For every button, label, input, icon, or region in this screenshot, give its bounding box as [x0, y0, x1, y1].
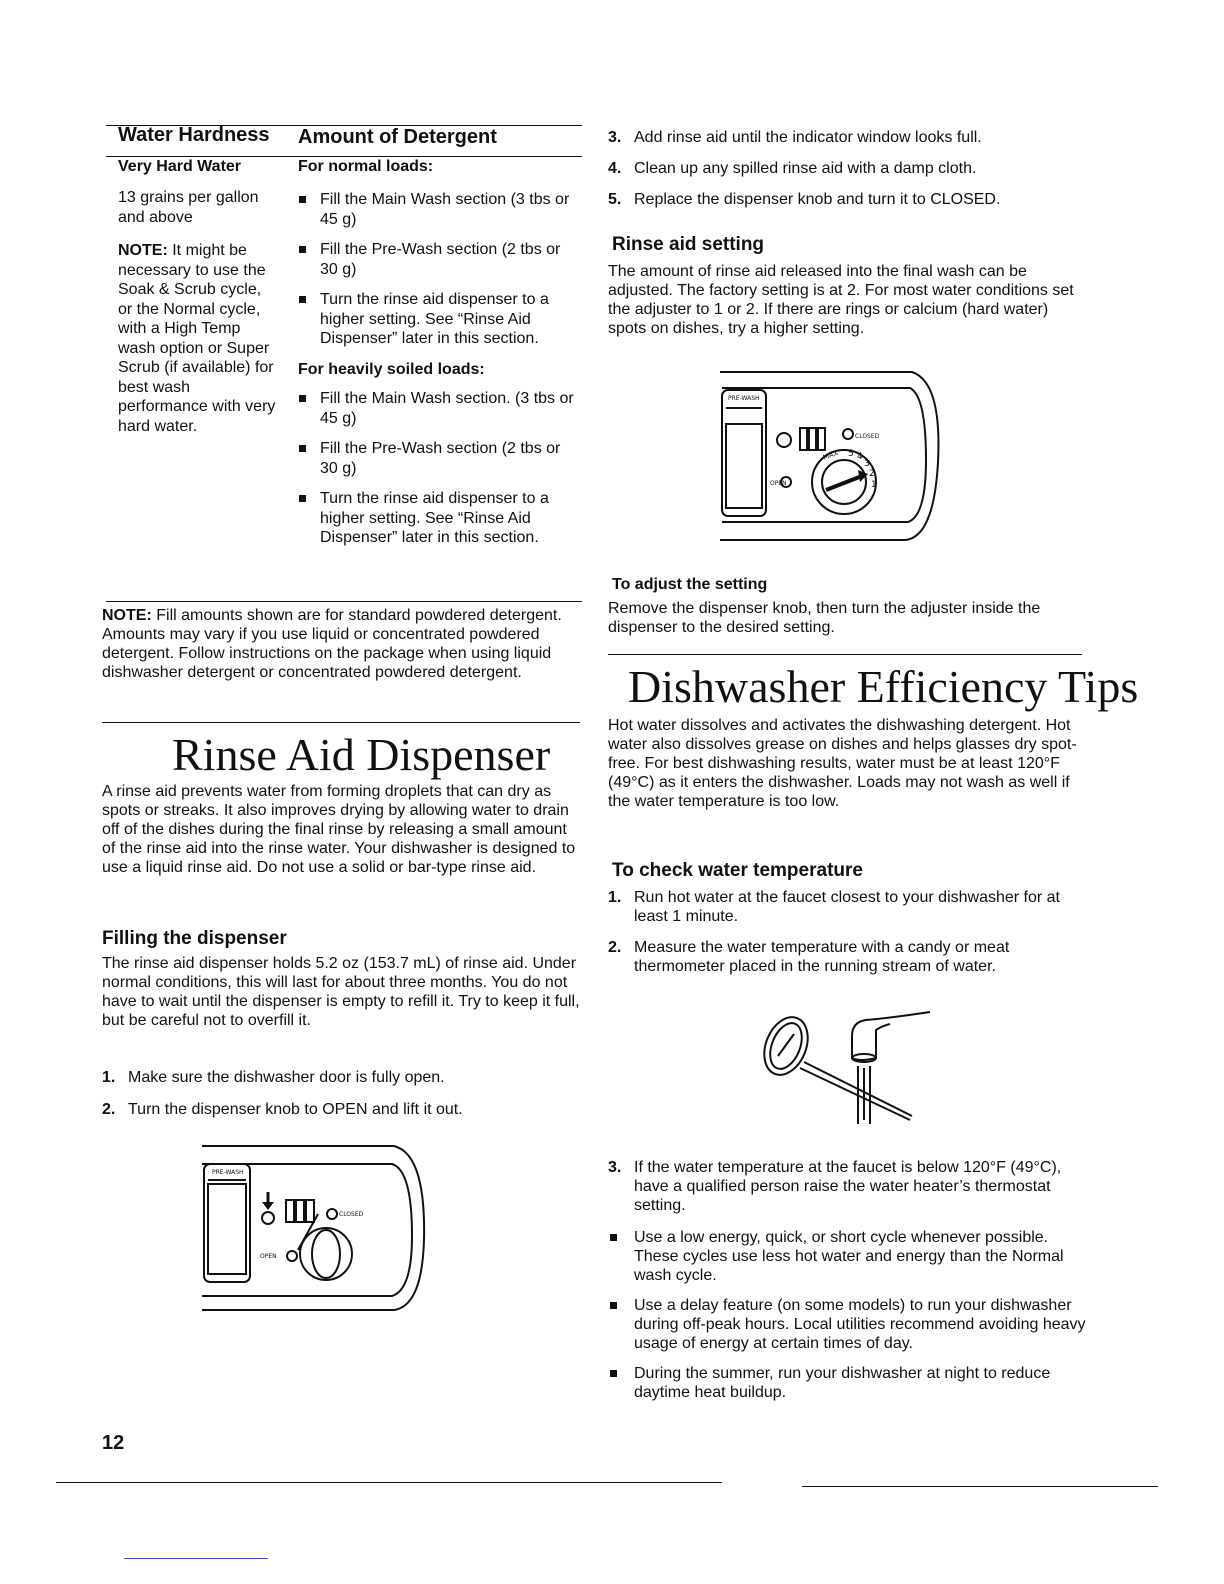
amount-of-detergent-header: Amount of Detergent: [298, 126, 497, 148]
footer-rule: [802, 1486, 1158, 1487]
heavy-loads-label: For heavily soiled loads:: [298, 360, 485, 378]
list-item: During the summer, run your dishwasher at night to reduce daytime heat buildup.: [608, 1364, 1088, 1402]
closed-label: CLOSED: [339, 1211, 364, 1218]
closed-label: CLOSED: [855, 433, 880, 440]
list-item: 2. Turn the dispenser knob to OPEN and lift it out.: [102, 1101, 463, 1118]
detergent-note-label: NOTE:: [102, 607, 152, 624]
dial-number: 3: [864, 459, 870, 469]
efficiency-tips-list: [608, 1228, 1088, 1402]
check-temp-step-3: [608, 1158, 1088, 1215]
list-item: 2. Measure the water temperature with a candy or meat thermometer placed in the running stream of water.: [608, 939, 1010, 975]
water-hardness-header: Water Hardness: [118, 124, 270, 146]
filling-steps: [102, 1068, 580, 1119]
section-divider: [608, 654, 1082, 655]
detergent-note-text: Fill amounts shown are for standard powdered detergent. Amounts may vary if you use liquid or concentrated powdered detergent. Follow instructions on the package when using liquid dishwasher detergent or concentrated powdered detergent.: [102, 607, 562, 681]
prewash-label: PRE-WASH: [212, 1169, 244, 1176]
detergent-note: [102, 606, 580, 682]
filling-text: The rinse aid dispenser holds 5.2 oz (153.7 mL) of rinse aid. Under normal conditions, this will last for about three months. You do not have to wait until the dispenser is empty to refill it. Try to keep it full, but be careful not to overfill it.: [102, 955, 580, 1029]
check-temp-steps: [608, 888, 1088, 976]
list-item: Use a delay feature (on some models) to run your dishwasher during off-peak hours. Local utilities recommend avoiding heavy usage of energy at certain times of day.: [608, 1296, 1088, 1353]
table-bottom-rule: [106, 601, 582, 602]
table-header-rule: [106, 156, 582, 157]
hardness-cell: [118, 188, 278, 436]
page-number: 12: [102, 1432, 125, 1454]
list-item: Fill the Main Wash section (3 tbs or 45 g): [298, 190, 580, 229]
refill-steps: [608, 128, 1088, 209]
list-item: Fill the Pre-Wash section (2 tbs or 30 g): [298, 439, 580, 478]
footer-accent-rule: [124, 1558, 268, 1559]
rinse-setting-text: The amount of rinse aid released into the final wash can be adjusted. The factory setting is at 2. For most water conditions set the adjuster to 1 or 2. If there are rings or calcium (hard water) spots on dishes, try a higher setting.: [608, 263, 1074, 337]
hardness-note-label: NOTE:: [118, 242, 168, 259]
dispenser-adjuster-diagram: [716, 366, 944, 544]
detergent-cell: [298, 190, 580, 559]
list-item: Fill the Pre-Wash section (2 tbs or 30 g): [298, 240, 580, 279]
list-item: 1. Run hot water at the faucet closest to your dishwasher for at least 1 minute.: [608, 889, 1060, 925]
efficiency-intro: Hot water dissolves and activates the dishwashing detergent. Hot water also dissolves grease on dishes and helps glasses dry spot-free. For best dishwashing results, water must be at least 120°F (49°C) as it enters the dishwasher. Loads may not wash as well if the water temperature is too low.: [608, 717, 1077, 810]
dial-number: 2: [869, 469, 875, 479]
section-divider: [102, 722, 580, 723]
open-label: OPEN: [770, 480, 787, 487]
grains-text: 13 grains per gallon and above: [118, 189, 259, 226]
normal-loads-list: [298, 190, 580, 349]
dispenser-open-diagram: [198, 1140, 434, 1316]
prewash-label: PRE-WASH: [728, 395, 760, 402]
heavy-loads-list: [298, 389, 580, 548]
adjust-heading: To adjust the setting: [612, 576, 768, 593]
check-temp-heading: To check water temperature: [612, 860, 863, 881]
filling-heading: Filling the dispenser: [102, 928, 287, 949]
list-item: Fill the Main Wash section. (3 tbs or 45 g): [298, 389, 580, 428]
normal-loads-label: For normal loads:: [298, 158, 434, 175]
footer-rule: [56, 1482, 722, 1483]
adjust-text: Remove the dispenser knob, then turn the adjuster inside the dispenser to the desired setting.: [608, 600, 1041, 636]
list-item: Turn the rinse aid dispenser to a higher setting. See “Rinse Aid Dispenser” later in this section.: [298, 290, 580, 349]
efficiency-title: Dishwasher Efficiency Tips: [628, 661, 1139, 712]
list-item: 5. Replace the dispenser knob and turn it to CLOSED.: [608, 191, 1001, 208]
list-item: 1. Make sure the dishwasher door is fully open.: [102, 1069, 445, 1086]
hardness-note-text: It might be necessary to use the Soak & Scrub cycle, or the Normal cycle, with a High Temp wash option or Super Scrub (if available) for best wash performance with very hard water.: [118, 242, 276, 435]
faucet-thermometer-illustration: [750, 996, 950, 1128]
list-item: Use a low energy, quick, or short cycle whenever possible. These cycles use less hot water and energy than the Normal wash cycle.: [608, 1228, 1088, 1285]
list-item: 3. If the water temperature at the faucet is below 120°F (49°C), have a qualified person raise the water heater’s thermostat setting.: [608, 1159, 1062, 1214]
list-item: Turn the rinse aid dispenser to a higher setting. See “Rinse Aid Dispenser” later in this section.: [298, 489, 580, 548]
rinse-setting-heading: Rinse aid setting: [612, 234, 765, 255]
list-item: 4. Clean up any spilled rinse aid with a damp cloth.: [608, 160, 977, 177]
open-label: OPEN: [260, 1253, 277, 1260]
hardness-note: [118, 241, 278, 436]
dial-number: 5: [848, 449, 854, 459]
list-item: 3. Add rinse aid until the indicator window looks full.: [608, 129, 982, 146]
rinse-aid-title: Rinse Aid Dispenser: [172, 729, 551, 780]
dial-number: 1: [871, 480, 877, 490]
dial-max-label: MAX: [821, 449, 840, 462]
very-hard-water-label: Very Hard Water: [118, 158, 242, 175]
dial-number: 4: [857, 452, 863, 462]
rinse-aid-intro: A rinse aid prevents water from forming droplets that can dry as spots or streaks. It also improves drying by allowing water to drain off of the dishes during the final rinse by releasing a small amount of the rinse aid into the rinse water. Your dishwasher is designed to use a liquid rinse aid. Do not use a solid or bar-type rinse aid.: [102, 783, 576, 876]
